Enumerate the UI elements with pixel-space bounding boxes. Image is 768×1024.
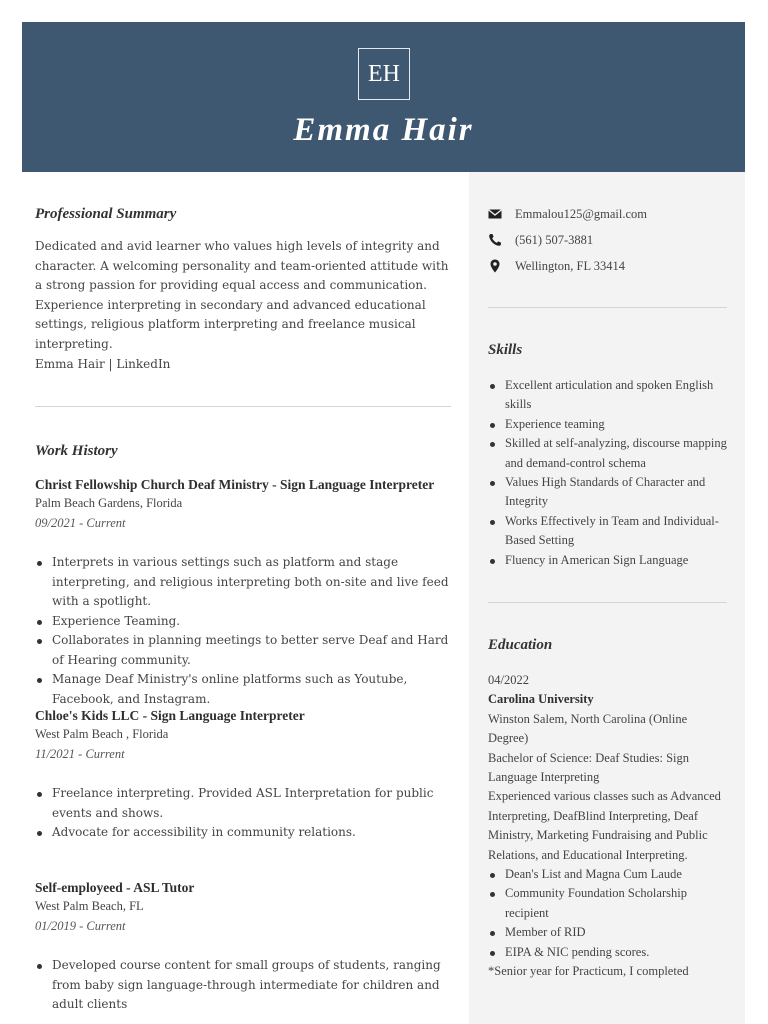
list-item: Skilled at self-analyzing, discourse mapping and demand-control schema	[488, 434, 728, 473]
education-entry	[488, 671, 728, 982]
list-item: Developed course content for small groups of students, ranging from baby sign language-through intermediate for children and adult clients	[35, 956, 451, 1015]
list-item: Experience Teaming.	[35, 612, 451, 632]
summary-text: Dedicated and avid learner who values high levels of integrity and character. A welcoming personality and team-oriented attitude with a strong passion for providing equal access and communication. Experience interpreting in secondary and advanced educational settings, religious platform interpreting and freelance musical interpreting.	[35, 239, 449, 351]
school-name: Carolina University	[488, 692, 594, 707]
envelope-icon	[488, 207, 502, 221]
job-dates: 01/2019 - Current	[35, 918, 126, 933]
contact-email[interactable]	[488, 205, 728, 223]
list-item: Community Foundation Scholarship recipient	[488, 884, 728, 923]
job-title: Christ Fellowship Church Deaf Ministry - Sign Language Interpreter	[35, 477, 435, 492]
work-history-heading: Work History	[35, 443, 118, 459]
section-divider	[488, 602, 727, 603]
list-item: Member of RID	[488, 923, 728, 942]
address-text: Wellington, FL 33414	[515, 259, 625, 273]
job-dates: 09/2021 - Current	[35, 515, 126, 530]
section-divider	[35, 406, 451, 407]
location-pin-icon	[488, 259, 502, 273]
list-item: Values High Standards of Character and Integrity	[488, 473, 728, 512]
job-location: West Palm Beach, FL	[35, 899, 144, 913]
candidate-name: Emma Hair	[293, 112, 474, 148]
job-duties	[35, 553, 451, 709]
list-item: Experience teaming	[488, 415, 728, 434]
summary-heading: Professional Summary	[35, 206, 177, 222]
job-entry	[35, 706, 451, 843]
education-note: *Senior year for Practicum, I completed	[488, 964, 689, 979]
job-duties	[35, 784, 451, 843]
job-duties	[35, 956, 451, 1015]
list-item: Manage Deaf Ministry's online platforms such as Youtube, Facebook, and Instagram.	[35, 670, 451, 709]
job-dates: 11/2021 - Current	[35, 746, 125, 761]
list-item: EIPA & NIC pending scores.	[488, 943, 728, 962]
list-item: Dean's List and Magna Cum Laude	[488, 865, 728, 884]
job-title: Chloe's Kids LLC - Sign Language Interpreter	[35, 708, 305, 723]
list-item: Advocate for accessibility in community relations.	[35, 823, 451, 843]
job-title: Self-employeed - ASL Tutor	[35, 880, 195, 895]
honors-list	[488, 865, 728, 962]
section-divider	[488, 307, 727, 308]
email-text: Emmalou125@gmail.com	[515, 207, 647, 221]
skills-heading: Skills	[488, 342, 523, 358]
degree-name: Bachelor of Science: Deaf Studies: Sign Language Interpreting	[488, 750, 689, 785]
phone-text: (561) 507-3881	[515, 233, 594, 247]
job-entry	[35, 878, 451, 1015]
skills-list	[488, 376, 728, 570]
education-date: 04/2022	[488, 673, 529, 687]
list-item: Collaborates in planning meetings to better serve Deaf and Hard of Hearing community.	[35, 631, 451, 670]
list-item: Fluency in American Sign Language	[488, 551, 728, 570]
contact-address	[488, 257, 728, 275]
list-item: Excellent articulation and spoken English skills	[488, 376, 728, 415]
education-heading: Education	[488, 637, 553, 653]
monogram-logo: EH	[358, 48, 410, 100]
education-description: Experienced various classes such as Advanced Interpreting, DeafBlind Interpreting, Deaf Ministry, Marketing Fundraising and Public Relations, and Educational Interpreting.	[488, 789, 721, 862]
job-location: Palm Beach Gardens, Florida	[35, 496, 183, 510]
school-location: Winston Salem, North Carolina (Online Degree)	[488, 711, 688, 746]
job-entry	[35, 475, 451, 709]
profile-links[interactable]: Emma Hair | LinkedIn	[35, 357, 171, 371]
list-item: Interprets in various settings such as platform and stage interpreting, and religious interpreting both on-site and live feed with a spotlight.	[35, 553, 451, 612]
list-item: Freelance interpreting. Provided ASL Interpretation for public events and shows.	[35, 784, 451, 823]
contact-phone[interactable]	[488, 231, 728, 249]
job-location: West Palm Beach , Florida	[35, 727, 169, 741]
list-item: Works Effectively in Team and Individual-Based Setting	[488, 512, 728, 551]
resume-header	[22, 22, 745, 172]
phone-icon	[488, 233, 502, 247]
